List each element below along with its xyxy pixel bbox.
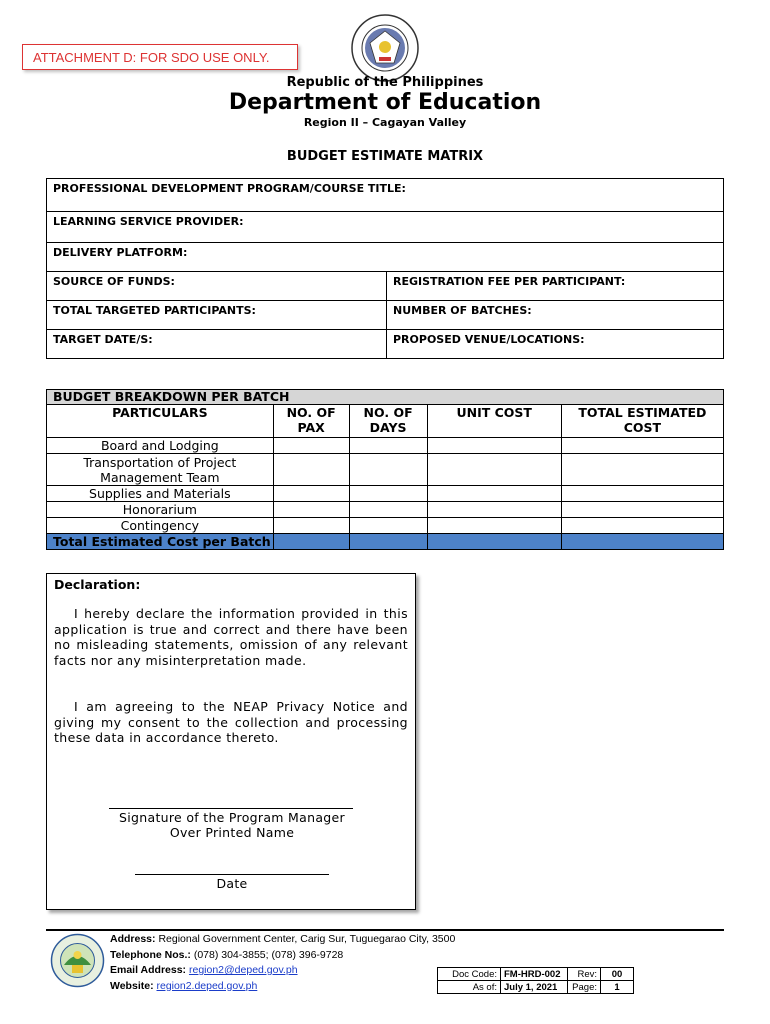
rev-label: Rev:	[568, 968, 601, 981]
total-cost-cell[interactable]	[561, 502, 723, 518]
total-row	[47, 534, 724, 550]
item-transportation: Transportation of Project Management Team	[47, 454, 274, 486]
col-particulars: PARTICULARS	[47, 405, 274, 438]
page-label: Page:	[568, 981, 601, 994]
email-link[interactable]: region2@deped.gov.ph	[188, 964, 298, 976]
program-title-field[interactable]	[47, 179, 724, 212]
address-label: Address:	[110, 933, 156, 945]
proposed-venue-field[interactable]	[387, 330, 724, 359]
col-unit-cost: UNIT COST	[427, 405, 561, 438]
telephone-label: Telephone Nos.:	[110, 948, 191, 961]
pax-cell[interactable]	[273, 502, 349, 518]
program-title-label: PROFESSIONAL DEVELOPMENT PROGRAM/COURSE TITLE:	[53, 182, 406, 195]
unit-cost-cell[interactable]	[427, 454, 561, 486]
total-estimated-cost-label: Total Estimated Cost per Batch	[47, 534, 274, 550]
program-info-table	[46, 178, 724, 359]
learning-provider-label: LEARNING SERVICE PROVIDER:	[53, 215, 244, 228]
col-no-of-days: NO. OF DAYS	[349, 405, 427, 438]
item-board-lodging: Board and Lodging	[47, 438, 274, 454]
total-cost-cell[interactable]	[561, 454, 723, 486]
number-of-batches-field[interactable]	[387, 301, 724, 330]
page-value: 1	[601, 981, 634, 994]
total-unit-cell[interactable]	[427, 534, 561, 550]
date-line[interactable]	[135, 874, 329, 875]
table-row	[47, 502, 724, 518]
col-no-of-pax: NO. OF PAX	[273, 405, 349, 438]
total-pax-cell[interactable]	[273, 534, 349, 550]
email-label: Email Address:	[110, 964, 187, 976]
proposed-venue-label: PROPOSED VENUE/LOCATIONS:	[393, 333, 585, 346]
days-cell[interactable]	[349, 486, 427, 502]
declaration-box	[46, 573, 416, 910]
number-of-batches-label: NUMBER OF BATCHES:	[393, 304, 532, 317]
doc-code-label: Doc Code:	[438, 968, 501, 981]
total-days-cell[interactable]	[349, 534, 427, 550]
delivery-platform-field[interactable]	[47, 243, 724, 272]
footer-contact	[110, 932, 455, 994]
signature-line[interactable]	[109, 808, 353, 809]
rev-value: 00	[601, 968, 634, 981]
unit-cost-cell[interactable]	[427, 486, 561, 502]
days-cell[interactable]	[349, 438, 427, 454]
total-participants-field[interactable]	[47, 301, 387, 330]
table-row	[47, 486, 724, 502]
date-label: Date	[216, 876, 248, 891]
as-of-value: July 1, 2021	[501, 981, 568, 994]
item-contingency: Contingency	[47, 518, 274, 534]
days-cell[interactable]	[349, 518, 427, 534]
days-cell[interactable]	[349, 454, 427, 486]
pax-cell[interactable]	[273, 518, 349, 534]
website-label: Website:	[110, 979, 154, 992]
doc-code-value: FM-HRD-002	[501, 968, 568, 981]
budget-table-title: BUDGET BREAKDOWN PER BATCH	[47, 390, 724, 405]
header-department: Department of Education	[228, 90, 542, 115]
website-link[interactable]: region2.deped.gov.ph	[156, 979, 258, 992]
target-dates-field[interactable]	[47, 330, 387, 359]
table-row	[47, 518, 724, 534]
registration-fee-label: REGISTRATION FEE PER PARTICIPANT:	[393, 275, 626, 288]
printed-name-label: Over Printed Name	[169, 825, 295, 840]
total-participants-label: TOTAL TARGETED PARTICIPANTS:	[53, 304, 256, 317]
total-cost-cell[interactable]	[561, 518, 723, 534]
as-of-label: As of:	[438, 981, 501, 994]
declaration-heading: Declaration:	[54, 577, 141, 592]
telephone-value: (078) 304-3855; (078) 396-9728	[193, 948, 344, 961]
declaration-paragraph-2: I am agreeing to the NEAP Privacy Notice and giving my consent to the collection and processing these data in accordance thereto.	[54, 699, 408, 745]
unit-cost-cell[interactable]	[427, 502, 561, 518]
total-cost-cell[interactable]	[561, 486, 723, 502]
registration-fee-field[interactable]	[387, 272, 724, 301]
total-cost-cell[interactable]	[561, 438, 723, 454]
item-honorarium: Honorarium	[47, 502, 274, 518]
unit-cost-cell[interactable]	[427, 438, 561, 454]
budget-breakdown-table	[46, 389, 724, 550]
form-title: BUDGET ESTIMATE MATRIX	[286, 149, 484, 164]
footer-divider	[46, 929, 724, 931]
declaration-paragraph-1: I hereby declare the information provided in this application is true and correct and there have been no misleading statements, omission of any relevant facts nor any misinterpretation made.	[54, 606, 408, 668]
pax-cell[interactable]	[273, 454, 349, 486]
target-dates-label: TARGET DATE/S:	[53, 333, 153, 346]
source-of-funds-label: SOURCE OF FUNDS:	[53, 275, 175, 288]
source-of-funds-field[interactable]	[47, 272, 387, 301]
learning-provider-field[interactable]	[47, 212, 724, 243]
table-row	[47, 454, 724, 486]
pax-cell[interactable]	[273, 486, 349, 502]
total-cost-value-cell[interactable]	[561, 534, 723, 550]
signature-label: Signature of the Program Manager	[119, 810, 345, 825]
days-cell[interactable]	[349, 502, 427, 518]
delivery-platform-label: DELIVERY PLATFORM:	[53, 246, 188, 259]
address-value: Regional Government Center, Carig Sur, Tuguegarao City, 3500	[158, 933, 456, 945]
header-region: Region II – Cagayan Valley	[303, 116, 467, 129]
item-supplies: Supplies and Materials	[47, 486, 274, 502]
col-total-estimated-cost: TOTAL ESTIMATED COST	[561, 405, 723, 438]
table-row	[47, 438, 724, 454]
deped-seal-logo	[350, 13, 420, 83]
header-republic: Republic of the Philippines	[286, 75, 484, 90]
document-control-table	[437, 967, 634, 994]
regional-office-logo	[50, 933, 105, 988]
attachment-note: ATTACHMENT D: FOR SDO USE ONLY.	[22, 44, 298, 70]
pax-cell[interactable]	[273, 438, 349, 454]
unit-cost-cell[interactable]	[427, 518, 561, 534]
